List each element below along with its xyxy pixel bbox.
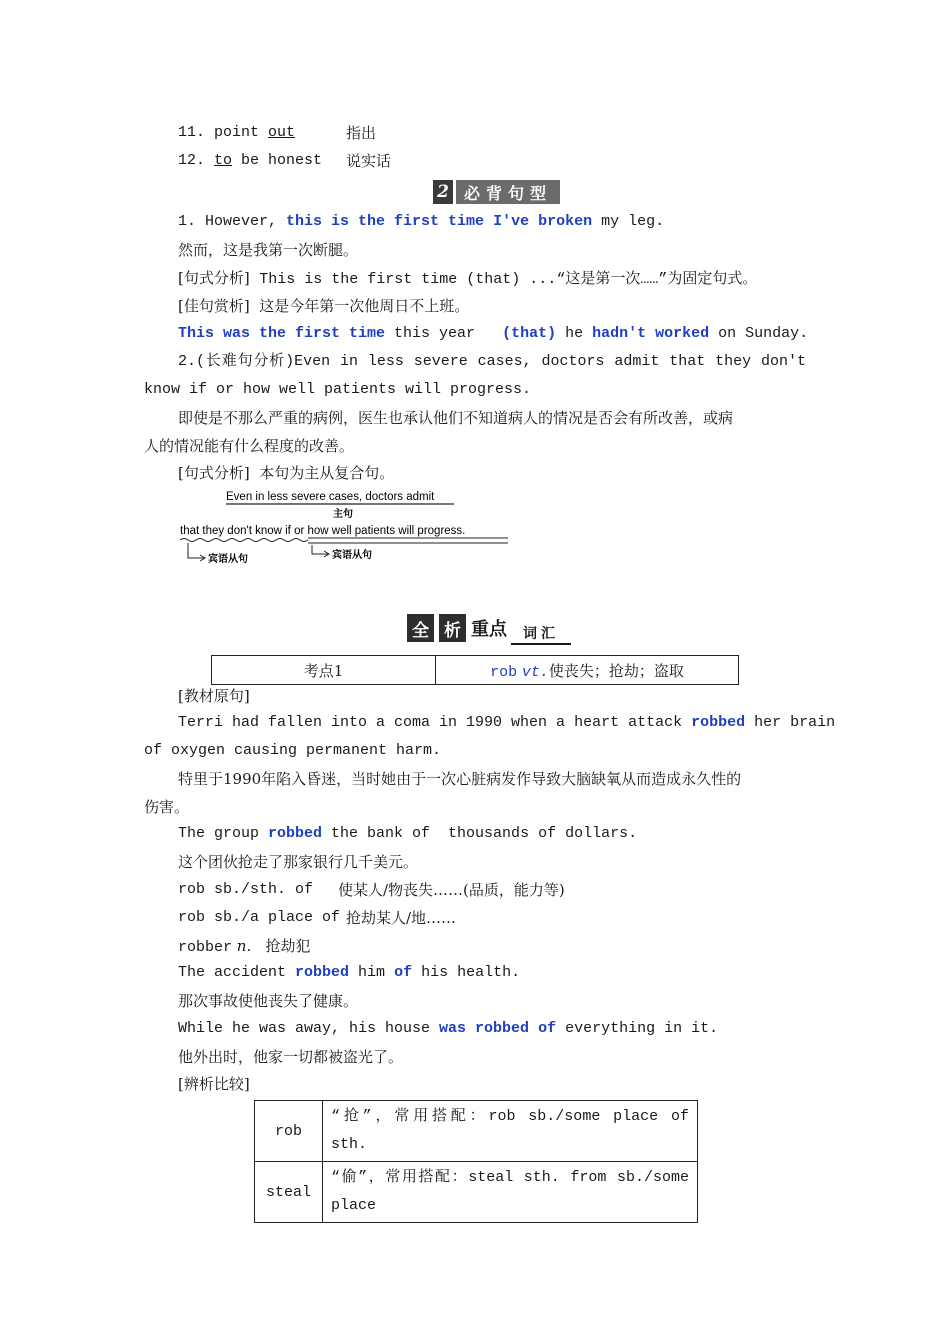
vocab-number: 12. [178, 152, 206, 169]
sentence-text: 1. However, [178, 213, 287, 230]
example-2 [178, 963, 520, 983]
source-translation-1: 特里于1990年陷入昏迷，当时她由于一次心脏病发作导致大脑缺氧从而造成永久性的 [178, 770, 742, 788]
example-highlight: This was the first time [178, 325, 386, 342]
diagram-main-clause: Even in less severe cases, doctors admit [226, 491, 435, 503]
banner-highlight: 重点 [471, 619, 507, 640]
vocab-text: point [214, 124, 269, 141]
example-1 [178, 824, 637, 844]
diagram-object-clause: that they don't know if or how well patients will progress. [180, 525, 466, 537]
source-sentence-line2: of oxygen causing permanent harm. [144, 742, 442, 759]
phrase-3 [178, 936, 311, 958]
source-text: Terri had fallen into a coma in 1990 when a heart attack [178, 714, 692, 731]
sentence-highlight: this is the first time I've broken [286, 213, 593, 230]
key-point-table [211, 655, 739, 685]
example-highlight: robbed [295, 964, 350, 981]
diagram-object-label-1: 宾语从句 [208, 554, 248, 565]
compare-desc [323, 1162, 698, 1223]
banner-char: 析 [439, 614, 466, 642]
vocab-item-11 [178, 123, 295, 143]
table-row [255, 1162, 698, 1223]
example-3-translation: 他外出时，他家一切都被盗光了。 [178, 1048, 404, 1066]
example-text: the bank of thousands of dollars. [322, 825, 638, 842]
table-row [255, 1101, 698, 1162]
vocab-number: 11. [178, 124, 206, 141]
phrase-3-cn: 抢劫犯 [265, 937, 311, 955]
arrow-2 [312, 545, 328, 554]
phrase-2-cn: 抢劫某人/地…… [346, 909, 457, 927]
section-banner-sentences [433, 180, 560, 204]
example-text: on Sunday. [709, 325, 809, 342]
compare-desc-line: “偷”，常用搭配：steal sth. from sb./some [331, 1169, 689, 1186]
example-text: he [556, 325, 593, 342]
source-sentence-line1 [178, 713, 836, 733]
phrase-1-cn: 使某人/物丧失……(品质，能力等) [338, 881, 565, 899]
textbook-source-tag: [教材原句] [178, 687, 250, 705]
sentence-structure-diagram [178, 488, 518, 572]
example-highlight: hadn't worked [592, 325, 710, 342]
sentence-1 [178, 212, 664, 232]
compare-word: steal [255, 1162, 323, 1223]
sentence-1-analysis [178, 268, 757, 290]
appreciation-tag: [佳句赏析] [178, 297, 250, 315]
diagram-main-label: 主句 [333, 509, 353, 520]
sentence-text: my leg. [592, 213, 665, 230]
example-text: his health. [412, 964, 521, 981]
banner-subtitle: 词汇 [511, 623, 571, 645]
phrase-2-en: rob sb./a place of [178, 909, 341, 926]
vocab-item-12 [178, 151, 322, 171]
example-text: this year [385, 325, 503, 342]
example-3 [178, 1019, 718, 1039]
compare-desc-line: sth. [331, 1136, 368, 1153]
phrase-3-pos: n. [236, 937, 252, 955]
sentence-2-translation-1: 即使是不那么严重的病例，医生也承认他们不知道病人的情况是否会有所改善，或病 [178, 409, 734, 427]
comparison-table [254, 1100, 698, 1223]
phrase-3-en: robber [178, 939, 233, 956]
example-text: The accident [178, 964, 296, 981]
example-text: him [349, 964, 395, 981]
sentence-2-line1: 2.(长难句分析)Even in less severe cases, doctors admit that they don't [178, 353, 806, 370]
example-highlight: was robbed of [439, 1020, 557, 1037]
sentence-1-example [178, 324, 808, 344]
vocab-blank: to [214, 152, 233, 169]
example-text: everything in it. [556, 1020, 719, 1037]
key-point-pos: vt. [521, 663, 549, 681]
example-2-translation: 那次事故使他丧失了健康。 [178, 992, 359, 1010]
section-title: 必背句型 [456, 180, 560, 204]
vocab-meaning-11: 指出 [346, 124, 377, 142]
compare-desc-line: place [331, 1197, 377, 1214]
analysis-tag: [句式分析] [178, 464, 250, 482]
sentence-2-line2: know if or how well patients will progress. [144, 381, 532, 398]
banner-char: 全 [407, 614, 434, 642]
source-highlight: robbed [691, 714, 746, 731]
object-clause-wavy-line [180, 539, 308, 542]
vocab-text: be honest [232, 152, 323, 169]
key-point-label: 考点1 [212, 656, 436, 685]
key-point-word-cell [436, 656, 739, 685]
source-text: her brain [745, 714, 836, 731]
analysis-tag: [句式分析] [178, 269, 250, 287]
analysis-text: 本句为主从复合句。 [259, 464, 395, 482]
example-highlight: (that) [502, 325, 557, 342]
vocab-blank: out [268, 124, 296, 141]
phrase-1-en: rob sb./sth. of [178, 881, 314, 898]
compare-word: rob [255, 1101, 323, 1162]
example-1-translation: 这个团伙抢走了那家银行几千美元。 [178, 853, 419, 871]
example-highlight: robbed [268, 825, 323, 842]
vocab-meaning-12: 说实话 [346, 152, 392, 170]
example-highlight: of [394, 964, 413, 981]
diagram-object-label-2: 宾语从句 [332, 550, 372, 561]
appreciation-text: 这是今年第一次他周日不上班。 [259, 297, 470, 315]
section-banner-vocabulary [407, 612, 571, 644]
sentence-1-translation: 然而，这是我第一次断腿。 [178, 241, 359, 259]
example-text: The group [178, 825, 269, 842]
compare-desc [323, 1101, 698, 1162]
sentence-1-appreciation [178, 296, 469, 316]
comparison-tag: [辨析比较] [178, 1075, 250, 1093]
key-point-word: rob [490, 663, 518, 681]
example-text: While he was away, his house [178, 1020, 440, 1037]
analysis-text: This is the first time (that) ...“这是第一次……”为固定句式。 [259, 271, 758, 288]
sentence-2-translation-2: 人的情况能有什么程度的改善。 [144, 437, 355, 455]
compare-desc-line: “抢”，常用搭配：rob sb./some place of [331, 1108, 689, 1125]
source-translation-2: 伤害。 [144, 798, 190, 816]
key-point-meaning: 使丧失；抢劫；盗取 [548, 661, 684, 680]
section-number: 2 [433, 180, 453, 204]
sentence-2-analysis [178, 463, 394, 483]
